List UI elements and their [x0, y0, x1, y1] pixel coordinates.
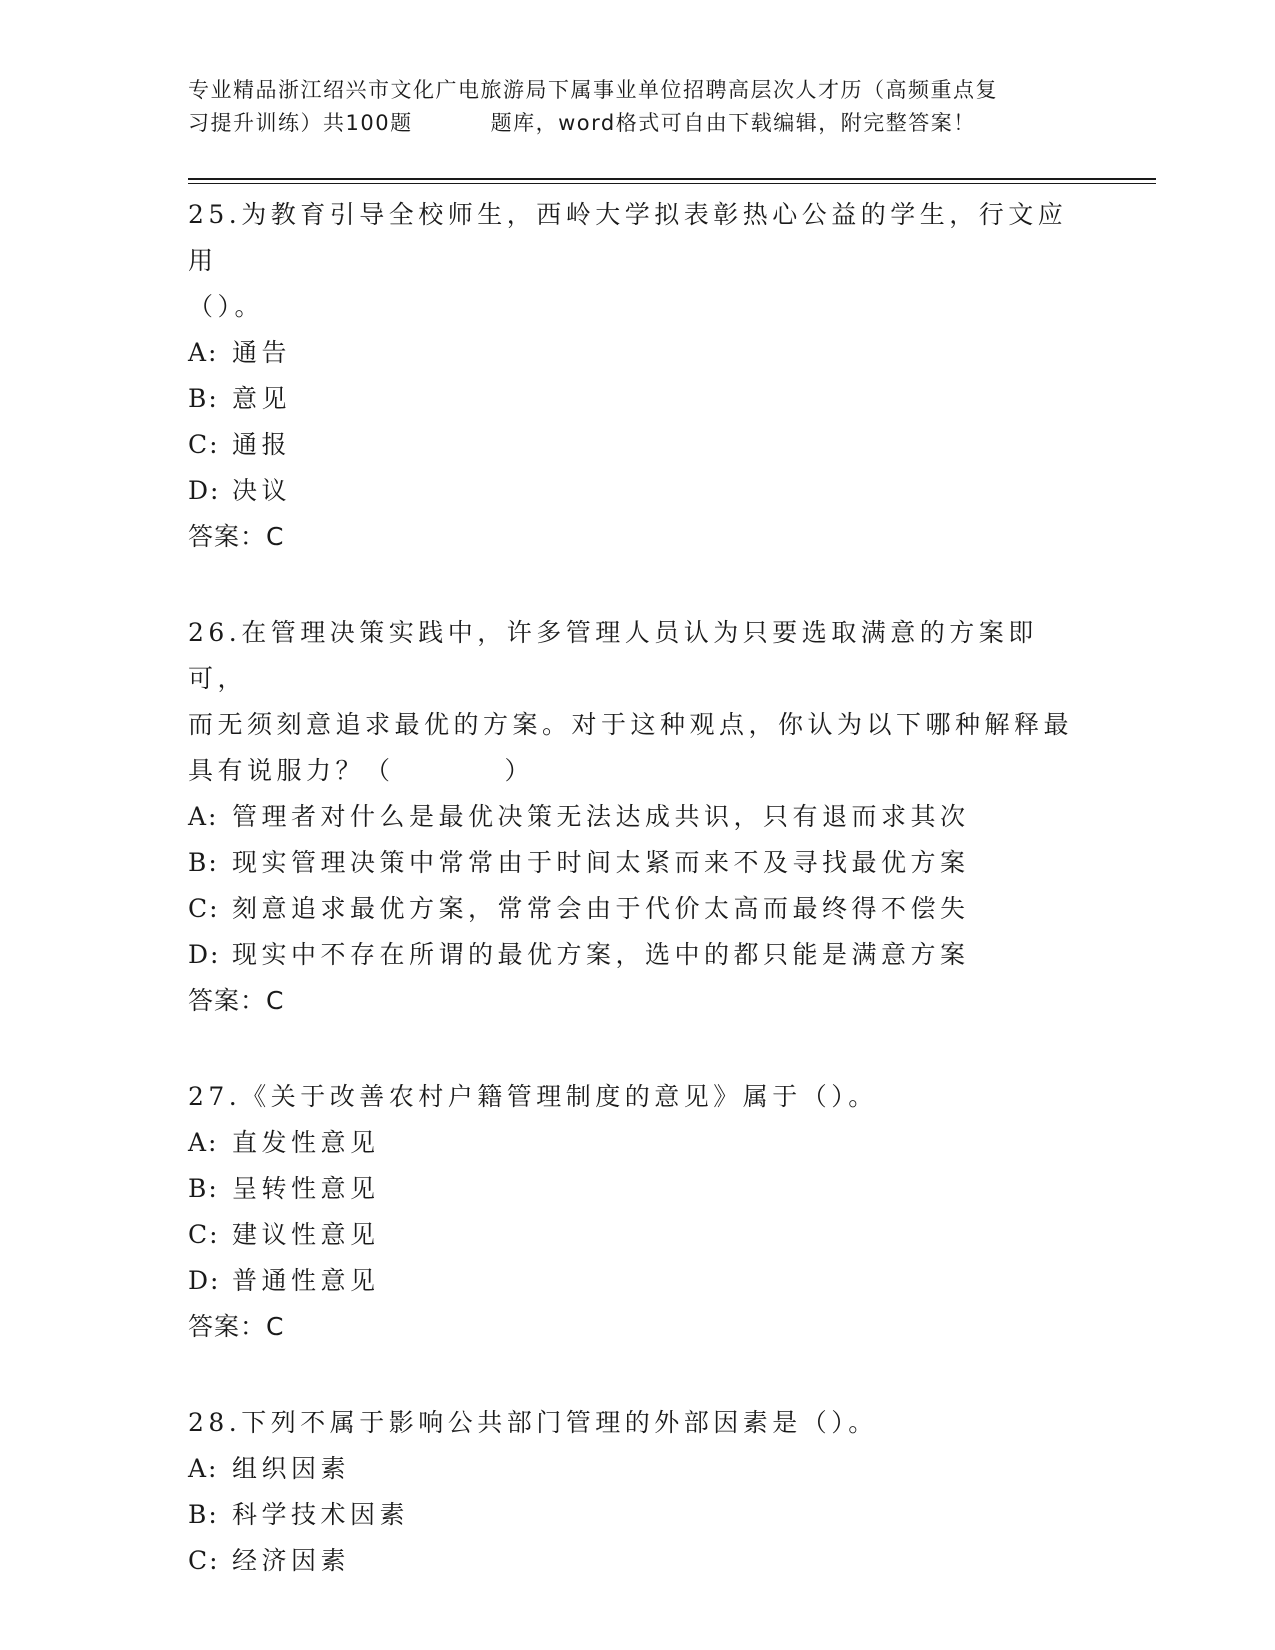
option-c	[188, 422, 1088, 468]
question-text: 28.下列不属于影响公共部门管理的外部因素是（）。	[188, 1408, 878, 1437]
option-letter: A:	[188, 1128, 219, 1157]
option-d	[188, 932, 1088, 978]
header-title-line-2	[188, 107, 1088, 140]
question-text: 27.《关于改善农村户籍管理制度的意见》属于（）。	[188, 1082, 878, 1111]
option-a	[188, 794, 1088, 840]
question-text: 25.为教育引导全校师生，西岭大学拟表彰热心公益的学生，行文应用	[188, 200, 1068, 275]
option-letter: C:	[188, 430, 220, 459]
option-text: 现实中不存在所谓的最优方案，选中的都只能是满意方案	[232, 940, 970, 969]
option-letter: A:	[188, 338, 219, 367]
option-letter: A:	[188, 1454, 219, 1483]
answer-label: 答案：C	[188, 522, 285, 551]
option-text: 科学技术因素	[232, 1500, 410, 1529]
header-title-part-2: 题库，word格式可自由下载编辑，附完整答案！	[490, 111, 976, 135]
option-text: 现实管理决策中常常由于时间太紧而来不及寻找最优方案	[232, 848, 970, 877]
option-c	[188, 886, 1088, 932]
option-letter: C:	[188, 1546, 220, 1575]
question-28	[188, 1400, 1088, 1584]
question-text-close: ）	[504, 756, 535, 785]
option-text: 组织因素	[232, 1454, 351, 1483]
question-text-continued	[188, 748, 1088, 794]
answer-label: 答案：C	[188, 986, 285, 1015]
question-text-prompt: 具有说服力？（	[188, 756, 395, 785]
option-text: 通告	[232, 338, 292, 367]
question-25	[188, 192, 1088, 560]
question-text-continued: 而无须刻意追求最优的方案。对于这种观点，你认为以下哪种解释最	[188, 710, 1074, 739]
question-27	[188, 1074, 1088, 1350]
option-letter: B:	[188, 1174, 219, 1203]
option-text: 管理者对什么是最优决策无法达成共识，只有退而求其次	[232, 802, 970, 831]
option-letter: A:	[188, 802, 219, 831]
option-letter: B:	[188, 1500, 219, 1529]
question-text-continued: （）。	[188, 292, 265, 321]
option-letter: D:	[188, 940, 221, 969]
option-text: 经济因素	[232, 1546, 351, 1575]
document-header	[188, 74, 1088, 140]
header-divider-thin	[188, 183, 1156, 184]
option-c	[188, 1212, 1088, 1258]
question-list	[188, 192, 1088, 1584]
option-text: 呈转性意见	[232, 1174, 380, 1203]
question-26	[188, 610, 1088, 1024]
option-text: 普通性意见	[232, 1266, 380, 1295]
question-text: 26.在管理决策实践中，许多管理人员认为只要选取满意的方案即可，	[188, 618, 1038, 693]
option-letter: B:	[188, 848, 219, 877]
header-title-part-1: 习提升训练）共100题	[188, 111, 413, 135]
option-b	[188, 840, 1088, 886]
answer-label: 答案：C	[188, 1312, 285, 1341]
option-letter: D:	[188, 1266, 221, 1295]
option-text: 建议性意见	[232, 1220, 380, 1249]
option-a	[188, 1120, 1088, 1166]
option-text: 通报	[232, 430, 292, 459]
option-letter: C:	[188, 1220, 220, 1249]
option-b	[188, 1166, 1088, 1212]
option-text: 刻意追求最优方案，常常会由于代价太高而最终得不偿失	[232, 894, 970, 923]
option-letter: C:	[188, 894, 220, 923]
option-text: 直发性意见	[232, 1128, 380, 1157]
header-divider-thick	[188, 178, 1156, 180]
option-b	[188, 1492, 1088, 1538]
header-title-line-1: 专业精品浙江绍兴市文化广电旅游局下属事业单位招聘高层次人才历（高频重点复	[188, 78, 998, 102]
option-c	[188, 1538, 1088, 1584]
option-text: 决议	[232, 476, 292, 505]
option-letter: B:	[188, 384, 219, 413]
option-a	[188, 330, 1088, 376]
option-text: 意见	[232, 384, 292, 413]
option-d	[188, 468, 1088, 514]
option-a	[188, 1446, 1088, 1492]
option-letter: D:	[188, 476, 221, 505]
option-d	[188, 1258, 1088, 1304]
option-b	[188, 376, 1088, 422]
